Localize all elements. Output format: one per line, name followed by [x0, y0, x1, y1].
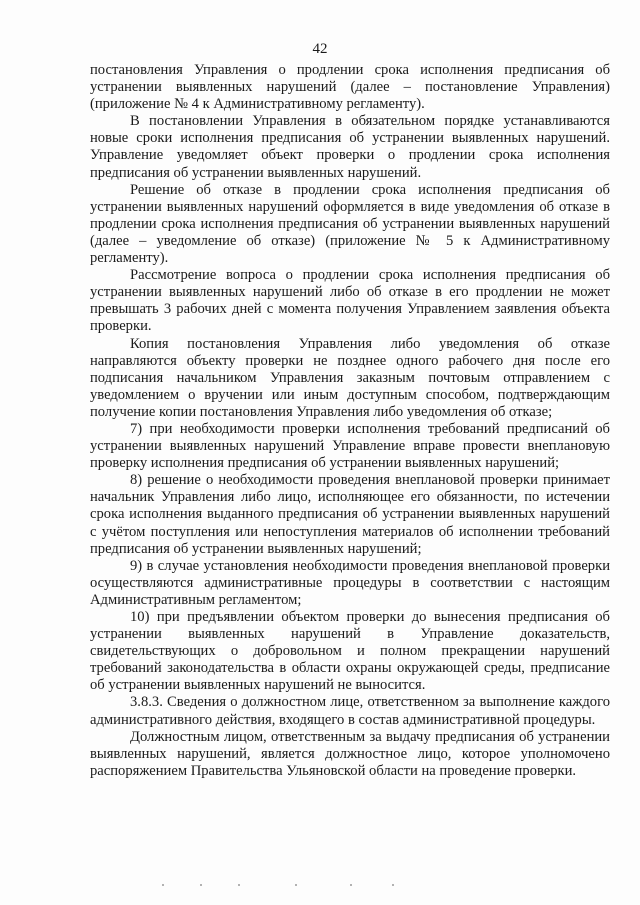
list-item-9: 9) в случае установления необходимости проведения внеплановой проверки осуществляются административные процедуры в соответствии с настоящим Административным регламентом; [90, 557, 610, 608]
list-item-8: 8) решение о необходимости проведения внеплановой проверки принимает начальник Управления либо лицо, исполняющее его обязанности, по истечении срока исполнения выданного предписания об устранении выявленных нарушений с учётом поступления или непоступления материалов об исполнении требований предписания об устранении выявленных нарушений; [90, 472, 610, 557]
paragraph-new-deadlines: В постановлении Управления в обязательном порядке устанавливаются новые сроки исполнения предписания об устранении выявленных нарушений. Управление уведомляет объект проверки о продлении срока исполнения предписания об устранении выявленных нарушений. [90, 113, 610, 181]
paragraph-responsible-official: Должностным лицом, ответственным за выдачу предписания об устранении выявленных нарушений, является должностное лицо, которое уполномочено распоряжением Правительства Ульяновской области на проведение проверки. [90, 728, 610, 779]
list-item-7: 7) при необходимости проверки исполнения требований предписаний об устранении выявленных нарушений Управление вправе провести внеплановую проверку исполнения предписания об устранении выявленных нарушений; [90, 420, 610, 472]
section-3-8-3: 3.8.3. Сведения о должностном лице, ответственном за выполнение каждого административного действия, входящего в состав административной процедуры. [90, 694, 610, 728]
document-body [90, 62, 610, 780]
scan-artifact-dots [160, 884, 460, 890]
paragraph-review-period: Рассмотрение вопроса о продлении срока исполнения предписания об устранении выявленных нарушений либо об отказе в его продлении не может превышать 3 рабочих дней с момента получения Управлением заявления объекта проверки. [90, 267, 610, 335]
paragraph-continuation: постановления Управления о продлении срока исполнения предписания об устранении выявленных нарушений (далее – постановление Управления) (приложение № 4 к Административному регламенту). [90, 62, 610, 113]
page-number: 42 [312, 41, 328, 57]
paragraph-copy-delivery: Копия постановления Управления либо уведомления об отказе направляются объекту проверки не позднее одного рабочего дня после его подписания начальником Управления заказным почтовым отправлением с уведомлением о вручении или иным доступным способом, подтверждающим получение копии постановления Управления либо уведомления об отказе; [90, 335, 610, 420]
list-item-10: 10) при предъявлении объектом проверки до вынесения предписания об устранении выявленных нарушений в Управление доказательств, свидетельствующих о добровольном и полном прекращении нарушений требований законодательства в области охраны окружающей среды, предписание об устранении выявленных нарушений не выносится. [90, 609, 610, 694]
paragraph-refusal-decision: Решение об отказе в продлении срока исполнения предписания об устранении выявленных нарушений оформляется в виде уведомления об отказе в продлении срока исполнения предписания об устранении выявленных нарушений (далее – уведомление об отказе) (приложение № 5 к Административному регламенту). [90, 181, 610, 267]
